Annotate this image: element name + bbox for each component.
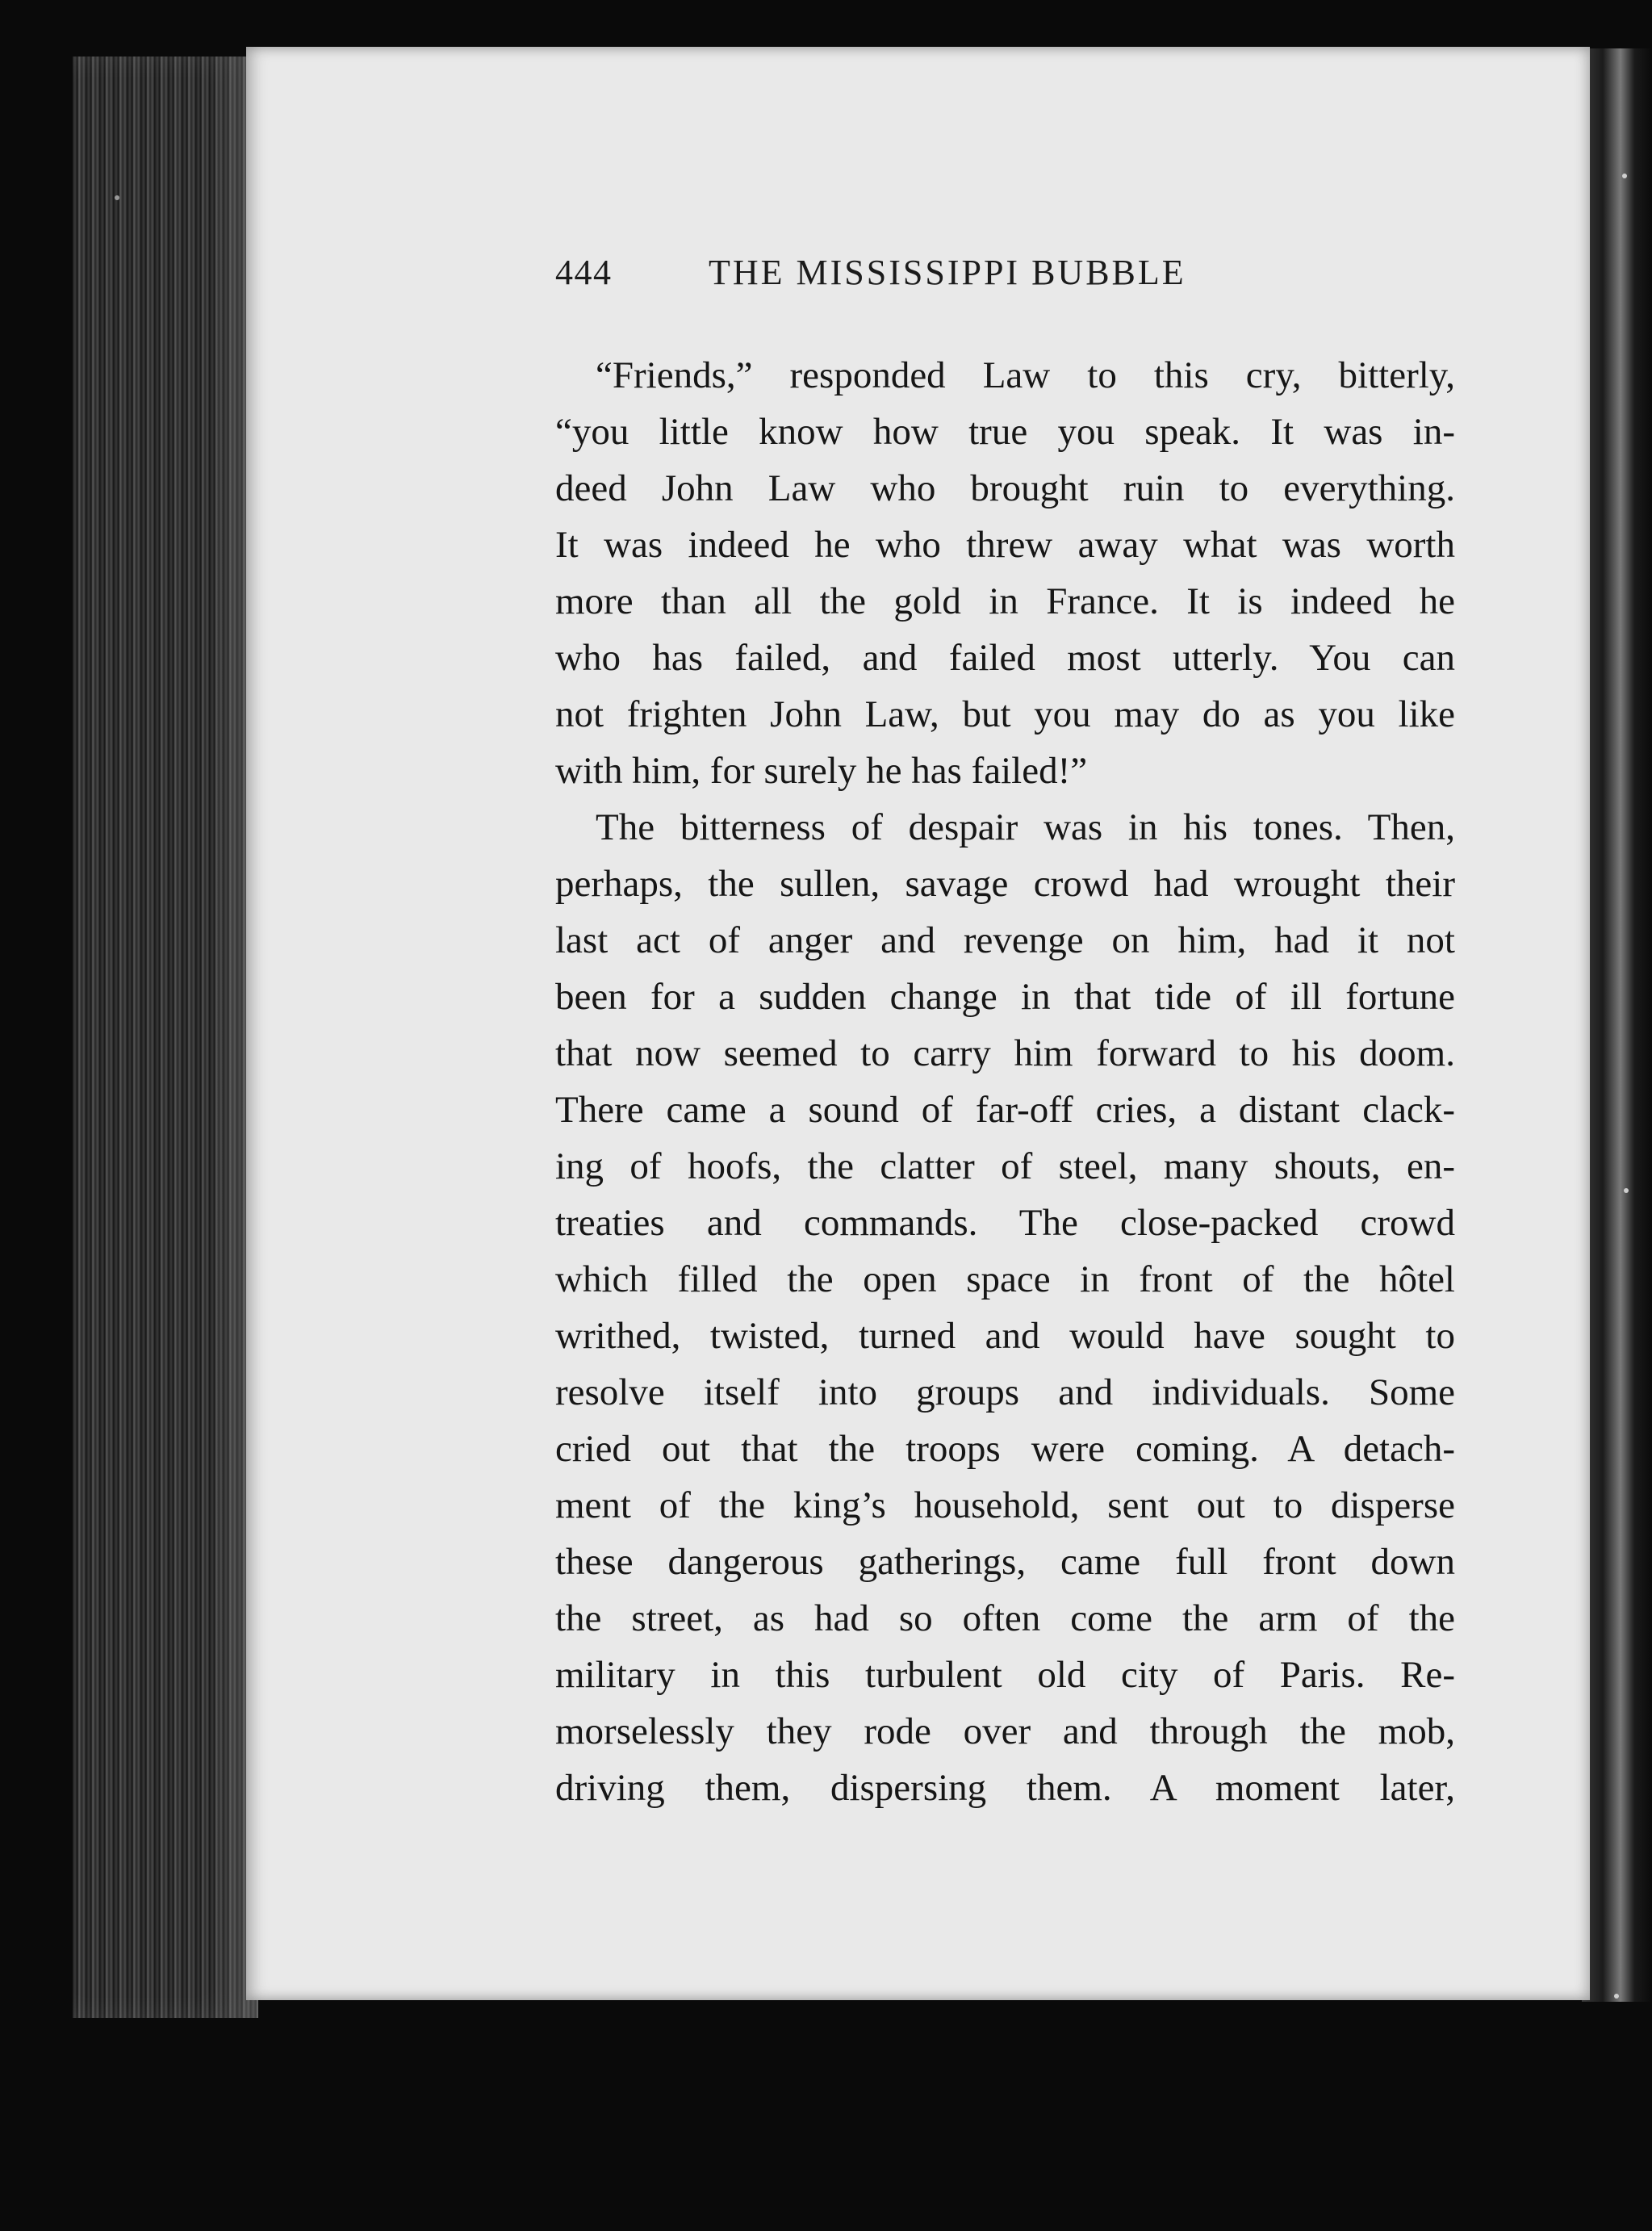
text-line: the street, as had so often come the arm of the (555, 1597, 1455, 1639)
page-number: 444 (555, 253, 613, 292)
book-page-edges-right (1582, 48, 1652, 2002)
text-line: more than all the gold in France. It is indeed he (555, 580, 1455, 622)
scan-speck (1622, 174, 1627, 178)
body-text (555, 347, 1455, 1816)
text-line: There came a sound of far-off cries, a distant clack- (555, 1089, 1455, 1131)
text-line: which filled the open space in front of the hôtel (555, 1258, 1455, 1300)
scan-speck (115, 195, 119, 200)
text-line: resolve itself into groups and individuals. Some (555, 1371, 1455, 1413)
text-line: perhaps, the sullen, savage crowd had wrought their (555, 863, 1455, 905)
book-page-edges-left (73, 57, 258, 2018)
text-line: It was indeed he who threw away what was worth (555, 524, 1455, 566)
text-line: last act of anger and revenge on him, had it not (555, 919, 1455, 961)
paragraph-1 (555, 347, 1455, 799)
text-line: “you little know how true you speak. It was in- (555, 411, 1455, 453)
text-line: ing of hoofs, the clatter of steel, many shouts, en- (555, 1145, 1455, 1187)
text-line: ment of the king’s household, sent out to disperse (555, 1484, 1455, 1526)
text-line: deed John Law who brought ruin to everything. (555, 467, 1455, 509)
text-line: “Friends,” responded Law to this cry, bitterly, (596, 354, 1455, 396)
text-line: writhed, twisted, turned and would have sought to (555, 1315, 1455, 1357)
text-line: military in this turbulent old city of Paris. Re- (555, 1654, 1455, 1696)
text-line: cried out that the troops were coming. A detach- (555, 1428, 1455, 1470)
text-line: been for a sudden change in that tide of ill fortune (555, 976, 1455, 1018)
text-line: not frighten John Law, but you may do as you like (555, 693, 1455, 735)
text-line: treaties and commands. The close-packed crowd (555, 1202, 1455, 1244)
page-header (555, 252, 1455, 300)
text-line: morselessly they rode over and through the mob, (555, 1710, 1455, 1752)
text-line: these dangerous gatherings, came full front down (555, 1541, 1455, 1583)
text-line: who has failed, and failed most utterly. You can (555, 637, 1455, 679)
scan-speck (1624, 1188, 1629, 1193)
text-line: driving them, dispersing them. A moment later, (555, 1767, 1455, 1809)
paragraph-2 (555, 799, 1455, 1816)
text-line: that now seemed to carry him forward to his doom. (555, 1032, 1455, 1074)
scan-speck (1614, 1994, 1619, 1999)
text-line: with him, for surely he has failed!” (555, 750, 1088, 792)
text-line: The bitterness of despair was in his tones. Then, (596, 806, 1455, 848)
running-head-title: THE MISSISSIPPI BUBBLE (709, 253, 1186, 292)
